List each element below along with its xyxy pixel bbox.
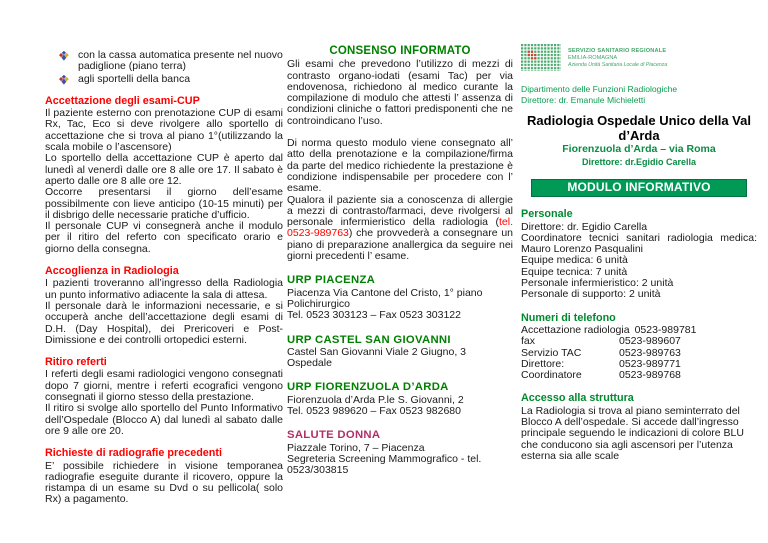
section-personale: [521, 209, 757, 300]
paragraph: Di norma questo modulo viene consegnato all’ atto della prenotazione e la compilazione/firma da parte del medico richiedente la prestazione è condizione indispensabile per procedere con l’ esame.: [287, 137, 513, 195]
section-richieste-radiografie: [45, 448, 283, 505]
paragraph: Il paziente esterno con prenotazione CUP di esami Rx, Tac, Eco si deve rivolgere allo sportello di accettazione che si trova al piano 1°(utilizzando la scala mobile o l’ascensore): [45, 107, 283, 154]
paragraph: [287, 195, 513, 263]
page-subtitle: Fiorenzuola d’Arda – via Roma: [562, 143, 716, 155]
paragraph: Il personale CUP vi consegnerà anche il modulo per il ritiro del referto con specificato orario e giorno della consegna.: [45, 220, 283, 255]
section-heading: CONSENSO INFORMATO: [329, 45, 471, 57]
department-info: [521, 84, 757, 105]
section-urp-castel-san-giovanni: [287, 335, 513, 370]
info-line: Equipe medica: 6 unità: [521, 254, 628, 267]
paragraph: Gli esami che prevedono l’utilizzo di mezzi di contrasto organo-iodati (esami Tac) per via endovenosa, richiedono al medico curante la compilazione di modulo che attesti l’ assenza di condizioni cliniche o fattori predisponenti che ne controindicano l’uso.: [287, 58, 513, 127]
list-item: [59, 50, 283, 73]
phone-label: Accettazione radiologia: [521, 323, 630, 336]
info-line: Personale infermieristico: 2 unità: [521, 277, 674, 290]
ssr-emilia-romagna-logo: [521, 44, 757, 71]
paragraph: Il ritiro si svolge allo sportello del Punto Informativo dell’Ospedale (Blocco A) dal lunedì al sabato dalle ore 9 alle ore 20.: [45, 402, 283, 437]
section-heading: URP PIACENZA: [287, 274, 376, 287]
logo-caption: [568, 44, 667, 69]
bullet-text: agli sportelli della banca: [78, 72, 191, 85]
right-column: [521, 44, 757, 462]
address-line: Polichirurgico: [287, 297, 351, 310]
section-heading: Accettazione degli esami-CUP: [45, 94, 200, 107]
phone-number: 0523-989763: [619, 346, 681, 359]
phone-number: 0523-989607: [619, 335, 681, 348]
section-heading: Richieste di radiografie precedenti: [45, 447, 222, 460]
section-heading: Personale: [521, 208, 573, 221]
info-line: Personale di supporto: 2 unità: [521, 288, 661, 301]
phone-number: 0523-989768: [619, 369, 681, 382]
phone-line: 0523/303815: [287, 464, 349, 477]
info-line: Equipe tecnica: 7 unità: [521, 265, 628, 278]
logo-line: EMILIA-ROMAGNA: [568, 55, 618, 61]
phone-number: tel. 0523-989763: [287, 216, 513, 240]
phone-label: fax: [521, 335, 536, 348]
section-salute-donna: [287, 430, 513, 476]
paragraph: Lo sportello della accettazione CUP è aperto dal lunedì al venerdì dalle ore 8 alle ore 17. Il sabato è aperto dalle ore 8 alle ore 12.: [45, 152, 283, 187]
section-urp-fiorenzuola: [287, 382, 513, 417]
info-line: Direttore: dr. Egidio Carella: [521, 220, 648, 233]
paragraph-text: Qualora il paziente sia a conoscenza di allergie a mezzi di contrasto/farmaci, deve rivolgersi al personale infermieristico della radiologia (: [287, 193, 513, 229]
paragraph: I referti degli esami radiologici vengono consegnati dopo 7 giorni, mentre i referti ecografici vengono consegnati il giorno stesso della prestazione.: [45, 368, 283, 404]
left-column: [45, 50, 283, 506]
logo-line: SERVIZIO SANITARIO REGIONALE: [568, 48, 667, 54]
phone-row: [521, 370, 757, 381]
paragraph: La Radiologia si trova al piano seminterrato del Blocco A dell’ospedale. Si accede dall’ingresso principale seguendo le indicazioni di colore BLU che conducono sia agli ascensori per l’utenza esterna sia alle scale: [521, 404, 744, 462]
paragraph: Il personale darà le informazioni necessarie, e si occuperà anche dell’accettazione degli esami di D.H. (Day Hospital), dei Prericoveri e Post-Dimissione e dei controlli ortopedici esterni.: [45, 299, 283, 346]
section-heading: URP CASTEL SAN GIOVANNI: [287, 333, 451, 346]
paragraph: E’ possibile richiedere in visione temporanea radiografie eseguite durante il ricovero, oppure la ristampa di un esame su Dvd o su pellicola( solo Rx) a pagamento.: [45, 459, 283, 506]
paragraph: I pazienti troveranno all’ingresso della Radiologia un punto informativo adiacente la sala di attesa.: [45, 277, 283, 301]
section-ritiro-referti: [45, 357, 283, 437]
phone-label: Direttore:: [521, 357, 565, 370]
phone-number: 0523-989781: [634, 323, 697, 336]
page-title: Radiologia Ospedale Unico della Val d’Arda: [527, 113, 751, 143]
section-accesso-struttura: [521, 393, 757, 462]
logo-line: Azienda Unità Sanitaria Locale di Piacenza: [568, 62, 668, 68]
paragraph-text: ) che provvederà a consegnare un piano di preparazione anallergica da seguire nei giorni precedenti l’ esame.: [287, 227, 513, 263]
address-line: Castel San Giovanni Viale 2 Giugno, 3: [287, 345, 467, 358]
bullet-list: [45, 50, 283, 85]
address-line: Piazzale Torino, 7 – Piacenza: [287, 441, 425, 454]
section-heading: Ritiro referti: [45, 356, 107, 369]
address-line: Segreteria Screening Mammografico - tel.: [287, 452, 482, 465]
department-director: Direttore: dr. Emanule Michieletti: [521, 94, 646, 105]
arrow-bullet-icon: [59, 51, 69, 61]
phone-number: 0523-989771: [619, 357, 681, 370]
phone-row: [521, 336, 757, 347]
address-line: Fiorenzuola d’Arda P.le S. Giovanni, 2: [287, 393, 464, 406]
dotted-region-logo-icon: [521, 44, 561, 71]
modulo-informativo-banner: MODULO INFORMATIVO: [531, 179, 747, 197]
page-director: Direttore: dr.Egidio Carella: [581, 157, 697, 167]
section-consenso-informato: [287, 46, 513, 262]
phone-line: Tel. 0523 989620 – Fax 0523 982680: [287, 405, 461, 418]
phone-line: Tel. 0523 303123 – Fax 0523 303122: [287, 309, 461, 322]
paragraph: Occorre presentarsi il giorno dell’esame possibilmente con lieve anticipo (10-15 minuti) per il disbrigo delle necessarie pratiche d’ufficio.: [45, 186, 283, 221]
info-line: Coordinatore tecnici sanitari radiologia medica: Mauro Lorenzo Pasqualini: [521, 231, 757, 256]
phone-label: Coordinatore: [521, 369, 582, 382]
section-heading: URP FIORENZUOLA D’ARDA: [287, 381, 449, 394]
section-urp-piacenza: [287, 275, 513, 321]
section-heading: Accoglienza in Radiologia: [45, 265, 179, 278]
arrow-bullet-icon: [59, 75, 69, 85]
phone-label: Servizio TAC: [521, 346, 582, 359]
address-line: Piacenza Via Cantone del Cristo, 1° piano: [287, 286, 483, 299]
list-item: [59, 74, 283, 85]
section-numeri-telefono: [521, 313, 757, 382]
bullet-text: con la cassa automatica presente nel nuovo padiglione (piano terra): [78, 49, 283, 73]
section-accoglienza: [45, 266, 283, 346]
address-line: Ospedale: [287, 357, 332, 370]
section-heading: Accesso alla struttura: [521, 392, 634, 405]
section-accettazione: [45, 96, 283, 255]
department-name: Dipartimento delle Funzioni Radiologiche: [521, 84, 678, 94]
section-heading: SALUTE DONNA: [287, 429, 381, 442]
middle-column: [287, 46, 513, 477]
section-heading: Numeri di telefono: [521, 311, 616, 324]
